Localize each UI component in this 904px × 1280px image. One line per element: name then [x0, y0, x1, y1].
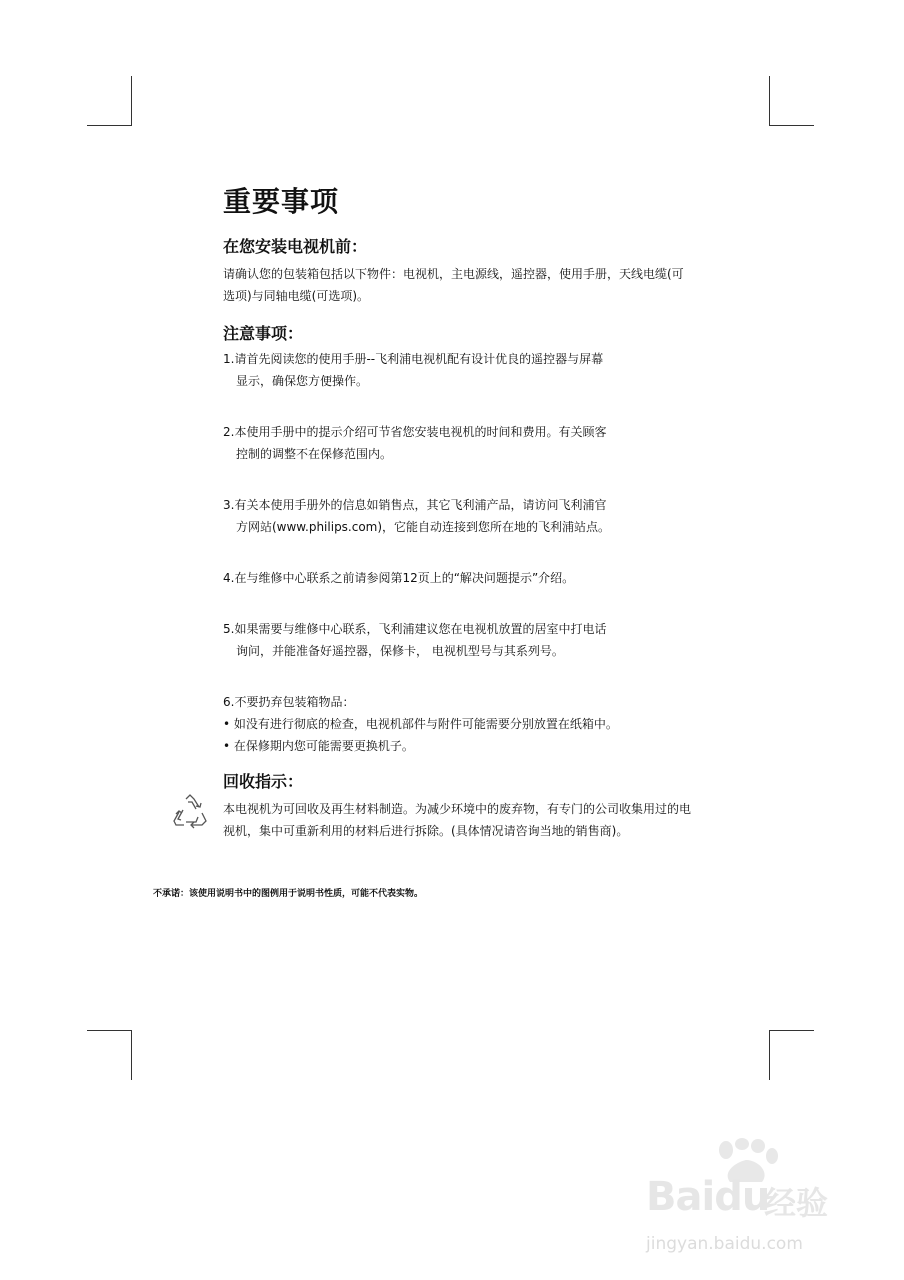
crop-mark — [769, 1030, 770, 1080]
note-line: 4.在与维修中心联系之前请参阅第12页上的“解决问题提示”介绍。 — [223, 571, 575, 585]
crop-mark — [87, 125, 131, 126]
note-line: 6.不要扔弃包装箱物品： — [223, 695, 355, 709]
note-line: 控制的调整不在保修范围内。 — [236, 447, 393, 461]
note-item — [223, 567, 693, 589]
note-item — [223, 421, 693, 465]
disclaimer-note: 不承诺：该使用说明书中的图例用于说明书性质，可能不代表实物。 — [153, 889, 424, 899]
section-heading-recycling: 回收指示： — [223, 772, 304, 791]
note-item — [223, 348, 693, 392]
note-line: 方网站(www.philips.com)，它能自动连接到您所在地的飞利浦站点。 — [236, 520, 611, 534]
crop-mark — [131, 76, 132, 126]
note-line: 5.如果需要与维修中心联系，飞利浦建议您在电视机放置的居室中打电话 — [223, 622, 607, 636]
note-line: 1.请首先阅读您的使用手册--飞利浦电视机配有设计优良的遥控器与屏幕 — [223, 352, 604, 366]
crop-mark — [770, 1030, 814, 1031]
watermark-cn-text: 经验 — [764, 1184, 829, 1222]
recycling-text: 本电视机为可回收及再生材料制造。为减少环境中的废弃物，有专门的公司收集用过的电视机，集中可重新利用的材料后进行拆除。(具体情况请咨询当地的销售商)。 — [223, 802, 692, 838]
baidu-watermark — [642, 1138, 842, 1268]
section-heading-before-install: 在您安装电视机前： — [223, 237, 368, 256]
note-line: 2.本使用手册中的提示介绍可节省您安装电视机的时间和费用。有关顾客 — [223, 425, 607, 439]
bullet-item: • 如没有进行彻底的检查，电视机部件与附件可能需要分别放置在纸箱中。 — [223, 717, 618, 731]
crop-mark — [131, 1030, 132, 1080]
section-heading-notes: 注意事项： — [223, 324, 304, 343]
bullet-item: • 在保修期内您可能需要更换机子。 — [223, 739, 414, 753]
note-item — [223, 618, 693, 662]
crop-mark — [87, 1030, 131, 1031]
note-item — [223, 494, 693, 538]
crop-mark — [769, 76, 770, 126]
recycle-icon — [172, 793, 208, 829]
watermark-logo-text: Baidu — [646, 1174, 770, 1220]
note-line: 显示，确保您方便操作。 — [236, 374, 369, 388]
crop-mark — [770, 125, 814, 126]
note-line: 询问，并能准备好遥控器，保修卡， 电视机型号与其系列号。 — [236, 644, 564, 658]
note-line: 3.有关本使用手册外的信息如销售点，其它飞利浦产品，请访问飞利浦官 — [223, 498, 607, 512]
document-body — [223, 180, 693, 858]
watermark-url: jingyan.baidu.com — [646, 1234, 803, 1254]
before-install-text: 请确认您的包装箱包括以下物件：电视机，主电源线，遥控器，使用手册，天线电缆(可选项)与同轴电缆(可选项)。 — [223, 267, 684, 303]
note-item — [223, 691, 693, 713]
page-title: 重要事项 — [223, 185, 340, 218]
